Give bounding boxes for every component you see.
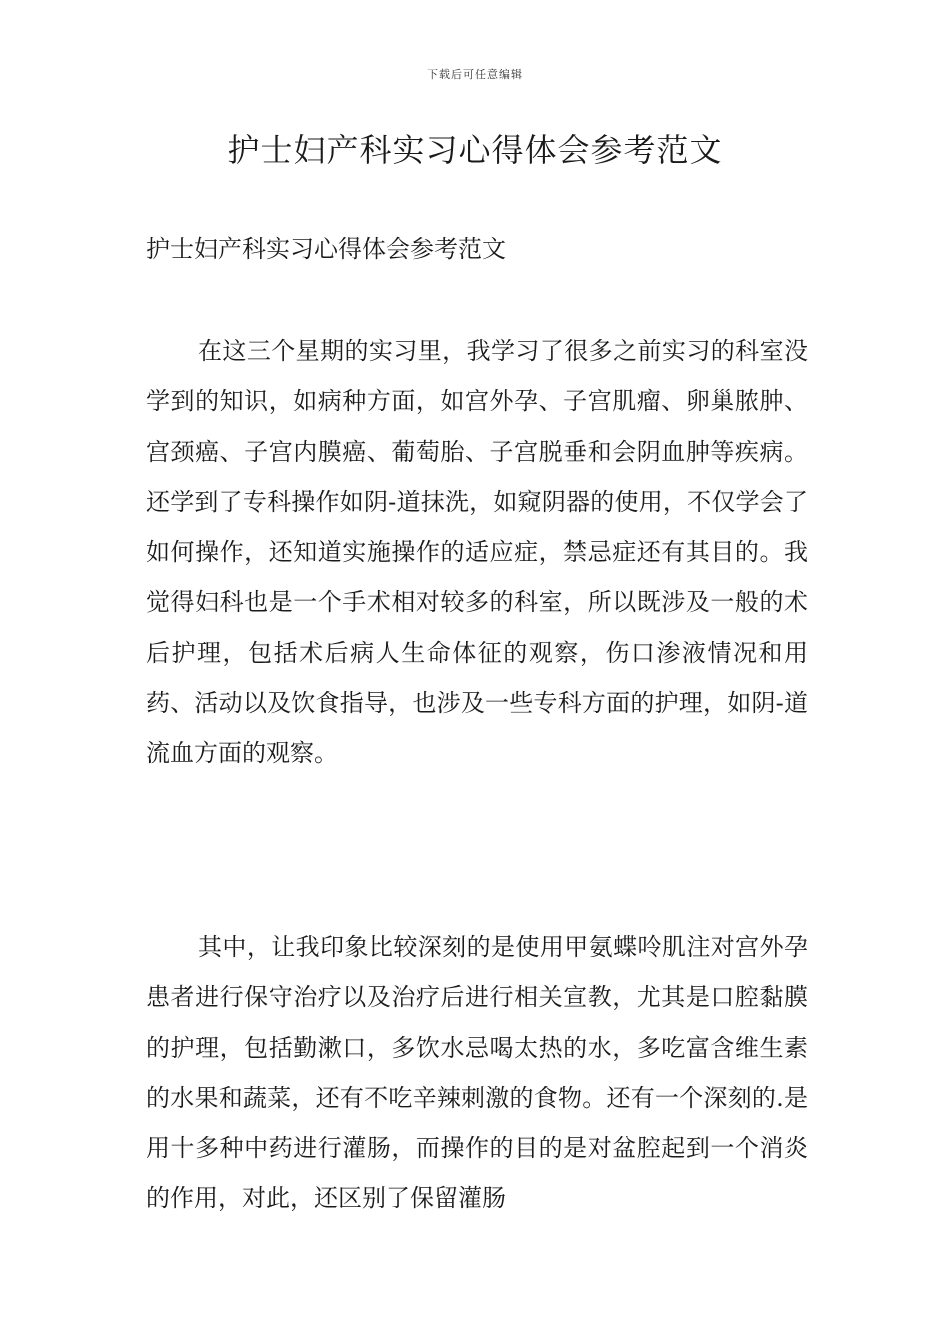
body-paragraph-1: 在这三个星期的实习里，我学习了很多之前实习的科室没学到的知识，如病种方面，如宫外孕、子宫肌瘤、卵巢脓肿、宫颈癌、子宫内膜癌、葡萄胎、子宫脱垂和会阴血肿等疾病。还学到了专科操作如阴-道抹洗，如窥阴器的使用，不仅学会了如何操作，还知道实施操作的适应症，禁忌症还有其目的。我觉得妇科也是一个手术相对较多的科室，所以既涉及一般的术后护理，包括术后病人生命体征的观察，伤口渗液情况和用药、活动以及饮食指导，也涉及一些专科方面的护理，如阴-道流血方面的观察。 — [146, 337, 808, 768]
document-subtitle: 护士妇产科实习心得体会参考范文 — [146, 235, 506, 263]
body-paragraph-2: 其中，让我印象比较深刻的是使用甲氨蝶呤肌注对宫外孕患者进行保守治疗以及治疗后进行相关宣教，尤其是口腔黏膜的护理，包括勤漱口，多饮水忌喝太热的水，多吃富含维生素的水果和蔬菜，还有不吃辛辣刺激的食物。还有一个深刻的.是用十多种中药进行灌肠，而操作的目的是对盆腔起到一个消炎的作用，对此，还区别了保留灌肠 — [146, 933, 808, 1213]
page-header-note: 下载后可任意编辑 — [427, 68, 523, 81]
document-title: 护士妇产科实习心得体会参考范文 — [227, 131, 723, 169]
